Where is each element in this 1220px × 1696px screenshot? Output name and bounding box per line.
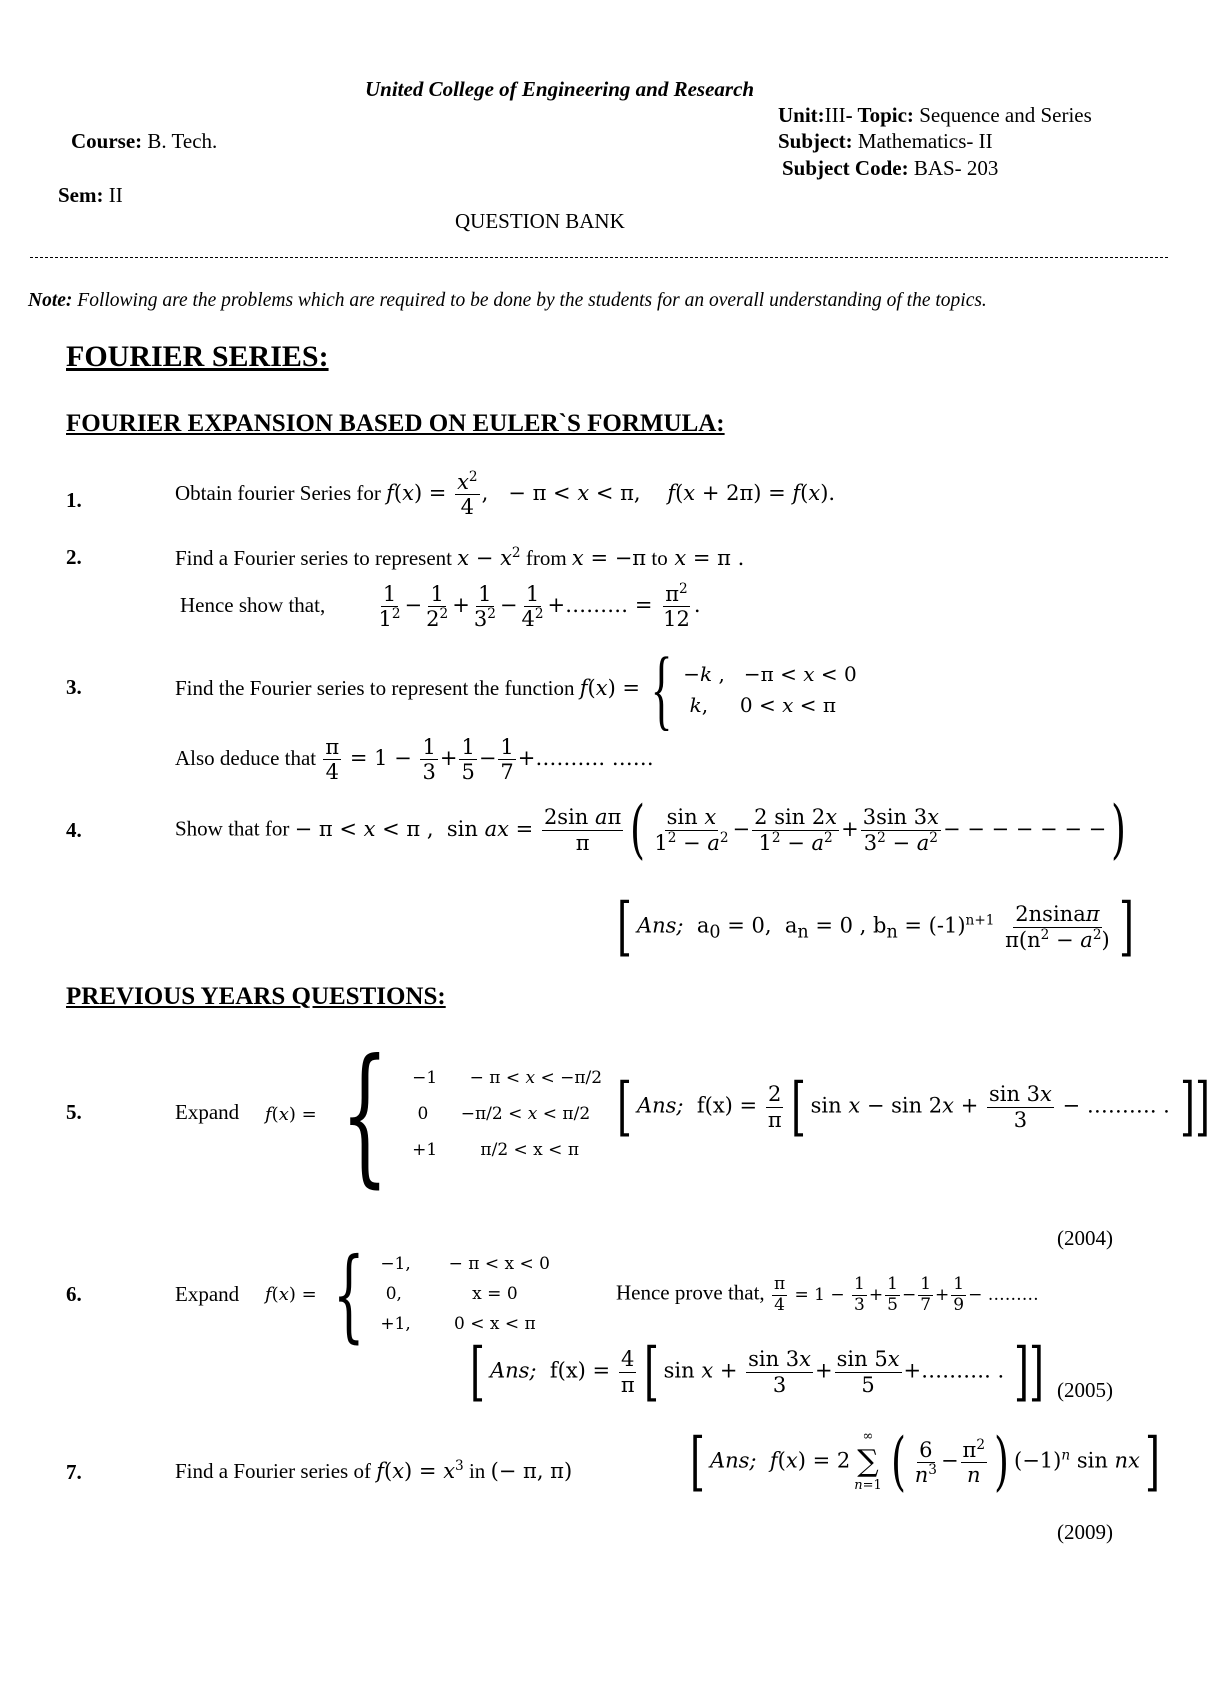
q1-number: 1. [66,488,82,512]
unit-topic: Unit:III- Topic: Sequence and Series [778,103,1092,127]
subject-line: Subject: Mathematics- II [778,129,993,153]
q1-text: Obtain fourier Series for f(x) = $\frac{x^2}{4}$ , − π < x < π, f(x + 2π) = f(x). [175,469,836,520]
heading-fourier-series: FOURIER SERIES: [66,340,329,373]
q6-answer: [ Ans; f(x) = $\frac{4}{\pi}$ [ sin x + $\frac{\sin 3x}{3}$ + $\frac{\sin 5x}{5}$ +………. . ]] [469,1335,1045,1409]
q6-year: (2005) [1057,1378,1113,1402]
q5-text: Expand [175,1100,240,1124]
q4-text: Show that for − π < x < π , sin ax = $\frac{\text{2sin aπ}}{\pi}$ ( $\frac{\text{sin x}}{1^2 - a^2}$ − $\frac{2 \sin 2x}{1^2 - a^2}$ + $\frac{3\sin 3x}{3^2 - a^2}$ − − − − − − −) [175,793,1127,867]
q4-answer: [ Ans; $a_0 = 0$, $a_n = 0$ , $b_n = (-1)^{n+1}$ $\frac{2nsina\pi}{\pi(n^2 - a^2)}$ ] [616,890,1134,964]
q5-function: f(x) = { −1 − π < x < −π/2 0 −π/2 < x < π/2 +1 π/2 < x < π [265,1028,603,1202]
q7-number: 7. [66,1460,82,1484]
q5-number: 5. [66,1100,82,1124]
q7-answer: [ Ans; f(x) = 2 ∞ ∑ n=1 ( $\frac{6}{n^3}$ − $\frac{\pi^2}{n}$ ) $(-1)^n$ sin nx] [689,1425,1160,1500]
course-line: Course: B. Tech. [71,129,218,153]
q3-deduce: Also deduce that $\frac{\pi}{4}$ = 1 − $\frac{1}{3}$ + $\frac{1}{5}$ − $\frac{1}{7}$ +………. …… [175,735,654,785]
note: Note: Following are the problems which are required to be done by the students for an overall understanding of the topics. [28,290,987,311]
q7-text: Find a Fourier series of $f(x) = x^3$ in (− π, π) [175,1458,573,1483]
q3-number: 3. [66,675,82,699]
q2-text: Find a Fourier series to represent $x - x^2$ from x = −π to x = π . [175,545,745,570]
q6-text: Expand [175,1282,240,1306]
subject-code-line: Subject Code: BAS- 203 [782,156,999,180]
doc-title: QUESTION BANK [455,209,625,233]
q3-text: Find the Fourier series to represent the function f(x) = { −k , −π < x < 0 k, 0 < x < π [175,640,857,739]
q1-formula: f(x) = $\frac{x^2}{4}$ , − π < x < π, f(x + 2π) = f(x). [386,469,836,520]
heading-euler: FOURIER EXPANSION BASED ON EULER`S FORMULA: [66,410,725,437]
heading-previous-years: PREVIOUS YEARS QUESTIONS: [66,983,446,1010]
q4-number: 4. [66,818,82,842]
q5-year: (2004) [1057,1226,1113,1250]
q2-number: 2. [66,545,82,569]
divider [30,257,1168,258]
sem-line: Sem: II [58,183,123,207]
q2-hence: Hence show that, $\frac{1}{1^2}$ − $\frac{1}{2^2}$ + $\frac{1}{3^2}$ − $\frac{1}{4^2}$ +……… = $\frac{\pi^2}{12}$ . [180,581,701,632]
q6-number: 6. [66,1282,82,1306]
q5-answer: [ Ans; f(x) = $\frac{2}{\pi}$ [ sin x − sin 2x + $\frac{\sin 3x}{3}$ − ………. . ]] [616,1070,1210,1144]
q7-year: (2009) [1057,1520,1113,1544]
college-name: United College of Engineering and Research [365,77,755,101]
q6-function: f(x) = { −1, − π < x < 0 0, x = 0 +1, 0 < x < π [265,1236,550,1353]
q6-hence: Hence prove that, $\frac{\pi}{4}$ = 1 − $\frac{1}{3}$ + $\frac{1}{5}$ − $\frac{1}{7}$ + $\frac{1}{9}$ − ……… [616,1274,1039,1315]
